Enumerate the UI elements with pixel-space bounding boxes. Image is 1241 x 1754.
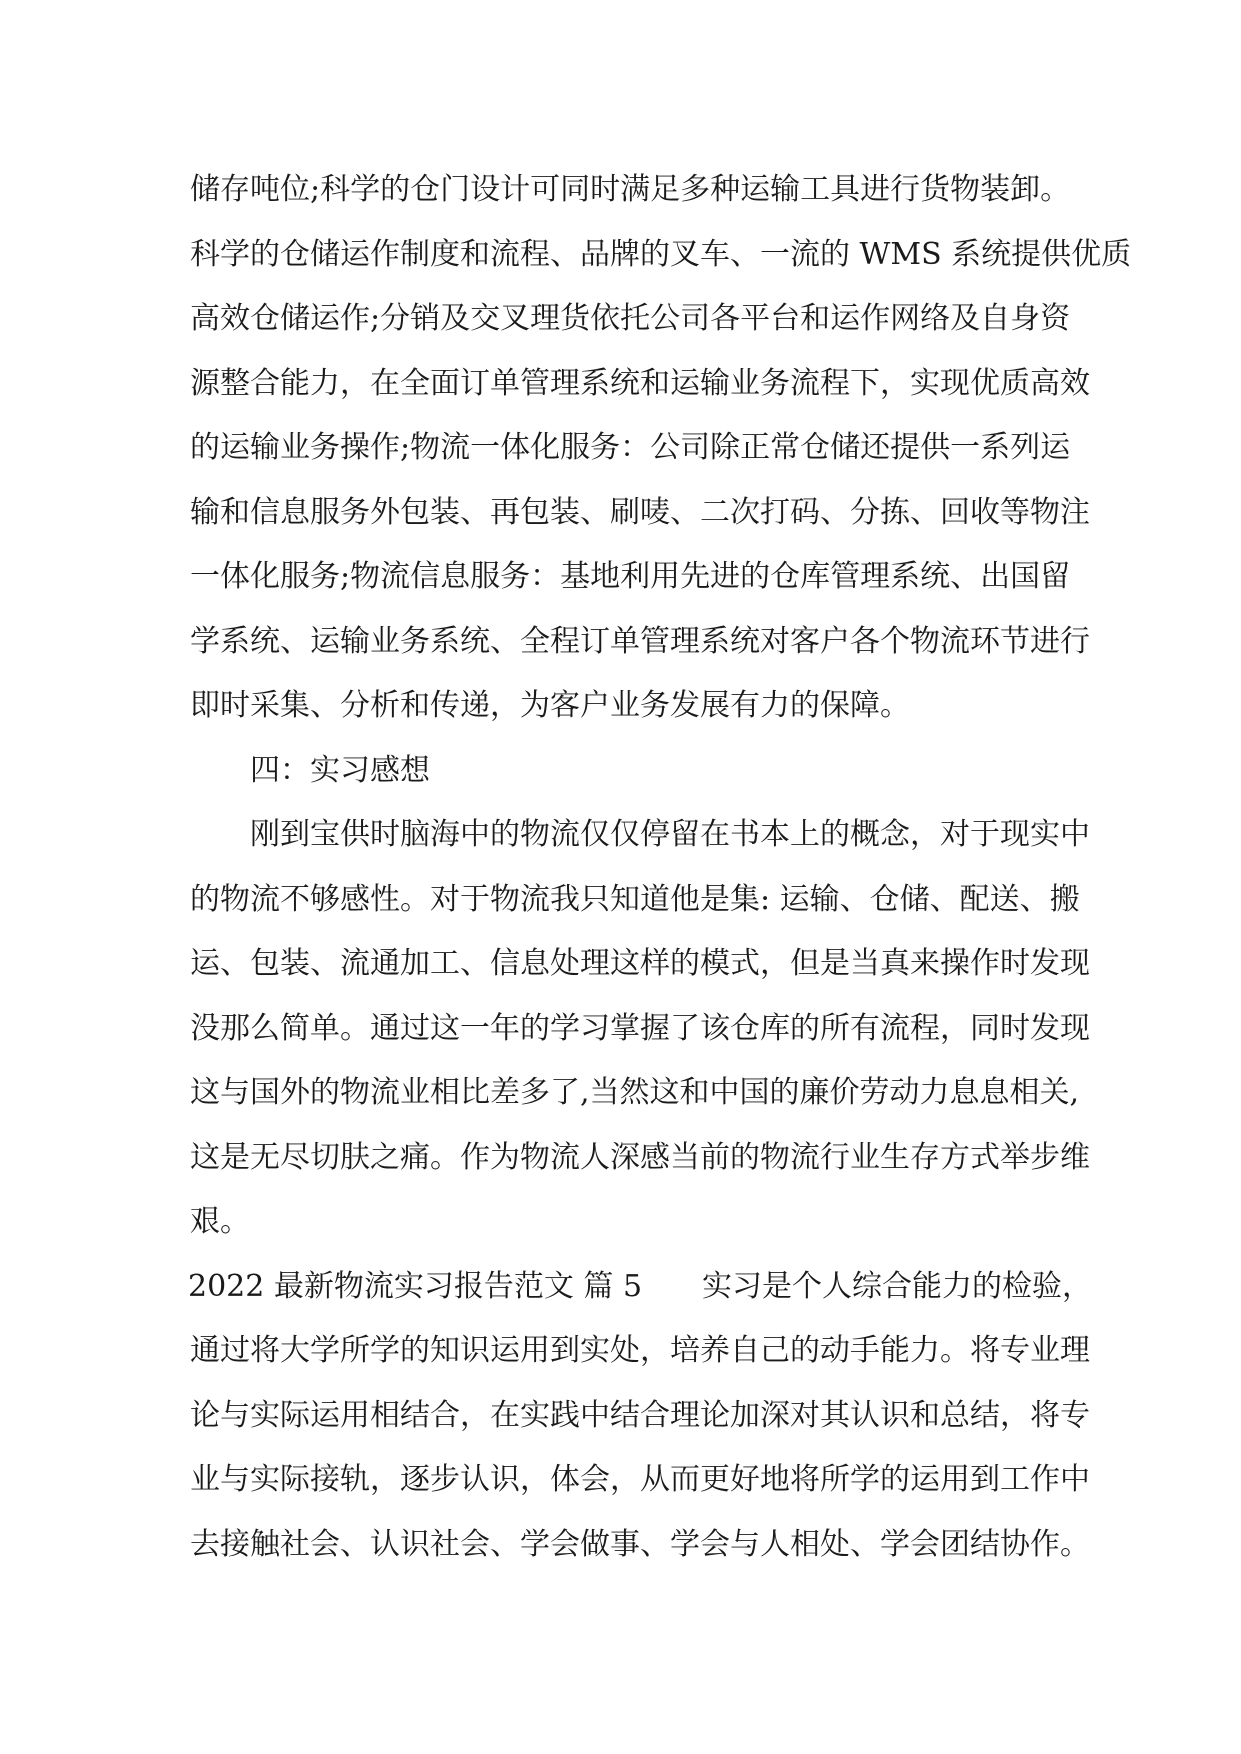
text-line: 一体化服务;物流信息服务：基地利用先进的仓库管理系统、出国留 xyxy=(190,559,1071,594)
article-title: 2022 最新物流实习报告范文 篇 5 xyxy=(188,1268,643,1304)
paragraph-internship-thoughts xyxy=(190,803,1090,1255)
article-title-line xyxy=(188,1255,1093,1320)
text-line: 没那么简单。通过这一年的学习掌握了该仓库的所有流程，同时发现 xyxy=(190,1010,1090,1046)
text-line: 通过将大学所学的知识运用到实处，培养自己的动手能力。将专业理 xyxy=(190,1333,1090,1368)
text-line: 输和信息服务外包装、再包装、刷唛、二次打码、分拣、回收等物注 xyxy=(190,494,1090,530)
text-line: 高效仓储运作;分销及交叉理货依托公司各平台和运作网络及自身资 xyxy=(190,301,1071,336)
text-line: 论与实际运用相结合，在实践中结合理论加深对其认识和总结，将专 xyxy=(190,1397,1090,1433)
text-line: 运、包装、流通加工、信息处理这样的模式，但是当真来操作时发现 xyxy=(190,946,1090,981)
text-line: 科学的仓储运作制度和流程、品牌的叉车、一流的 WMS 系统提供优质 xyxy=(190,236,1132,272)
paragraph-warehouse-services xyxy=(190,158,1132,739)
text-line: 业与实际接轨，逐步认识，体会，从而更好地将所学的运用到工作中 xyxy=(190,1462,1090,1497)
section-heading: 四：实习感想 xyxy=(250,752,430,788)
text-line: 的物流不够感性。对于物流我只知道他是集: 运输、仓储、配送、搬 xyxy=(190,881,1080,917)
text-line: 源整合能力，在全面订单管理系统和运输业务流程下，实现优质高效 xyxy=(190,365,1090,401)
text-line: 这与国外的物流业相比差多了,当然这和中国的廉价劳动力息息相关, xyxy=(190,1075,1080,1110)
text-line: 刚到宝供时脑海中的物流仅仅停留在书本上的概念，对于现实中 xyxy=(250,817,1090,852)
text-line: 的运输业务操作;物流一体化服务：公司除正常仓储还提供一系列运 xyxy=(190,430,1071,465)
paragraph-internship-purpose xyxy=(190,1319,1090,1577)
text-line: 即时采集、分析和传递，为客户业务发展有力的保障。 xyxy=(190,688,910,723)
document-body xyxy=(188,158,1132,1577)
text-line: 这是无尽切肤之痛。作为物流人深感当前的物流行业生存方式举步维 xyxy=(190,1139,1090,1175)
text-line: 艰。 xyxy=(190,1204,250,1239)
text-line: 去接触社会、认识社会、学会做事、学会与人相处、学会团结协作。 xyxy=(190,1526,1090,1562)
text-line: 储存吨位;科学的仓门设计可同时满足多种运输工具进行货物装卸。 xyxy=(190,172,1071,207)
text-line: 学系统、运输业务系统、全程订单管理系统对客户各个物流环节进行 xyxy=(190,623,1090,659)
text-line: 实习是个人综合能力的检验， xyxy=(702,1268,1093,1304)
